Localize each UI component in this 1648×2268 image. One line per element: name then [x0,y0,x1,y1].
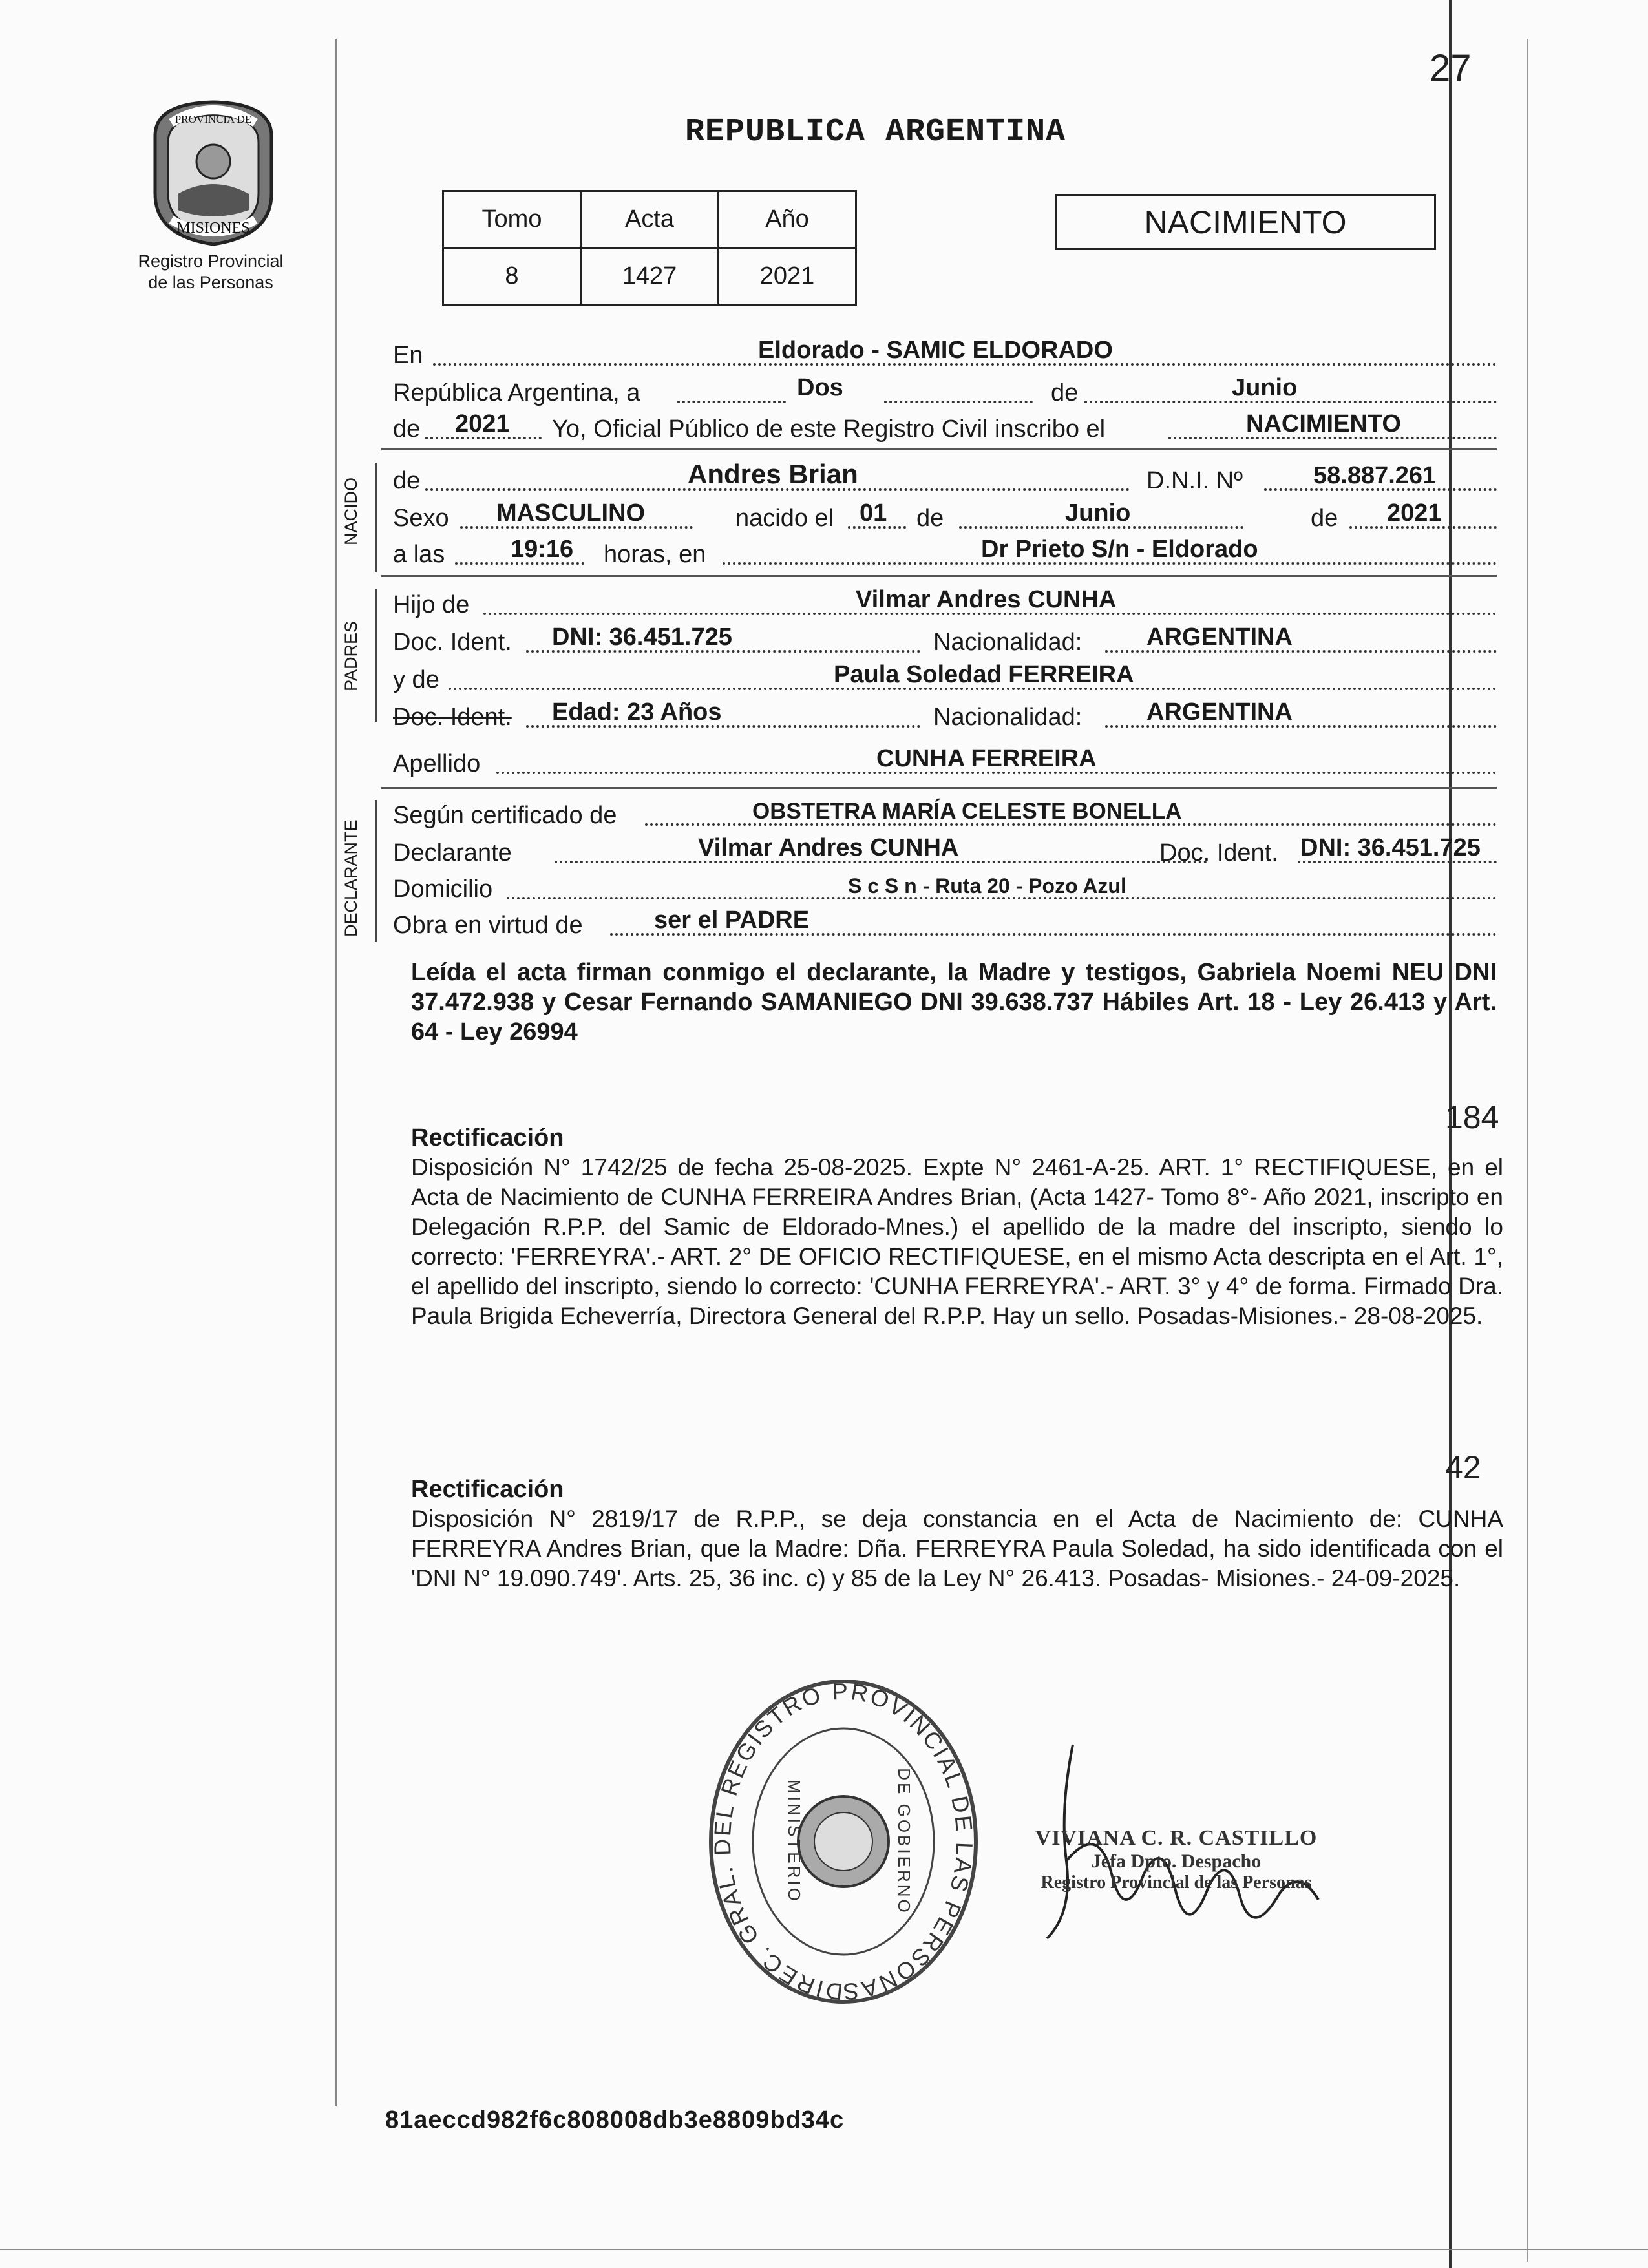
field-sexo: MASCULINO [496,499,646,527]
field-padre-doc: DNI: 36.451.725 [552,624,732,651]
label-republica: República Argentina, a [393,379,640,406]
side-label-declarante: DECLARANTE [341,819,361,937]
field-dni: 58.887.261 [1313,462,1437,489]
label-nacionalidad: Nacionalidad: [933,629,1083,656]
logo-top-text: PROVINCIA DE [174,113,252,125]
row-en [393,336,1497,372]
stamp-line1: VIVIANA C. R. CASTILLO [1035,1826,1318,1850]
left-margin-line [335,39,337,2106]
field-nombre: Andres Brian [688,459,858,489]
row-anio [393,410,1497,446]
stamp-line3: Registro Provincial de las Personas [1041,1873,1312,1893]
field-acto: NACIMIENTO [1246,410,1401,437]
field-dia: Dos [797,374,843,401]
row-madre [393,660,1497,697]
table-header-tomo: Tomo [443,191,581,248]
label-a-las: a las [393,541,445,568]
label-segun-cert: Según certificado de [393,802,617,829]
label-declarante: Declarante [393,839,512,866]
label-de-nombre: de [393,467,421,494]
label-doc-ident: Doc. Ident. [393,629,512,656]
field-anio: 2021 [455,410,510,437]
registry-line1: Registro Provincial [138,251,284,271]
label-doc-ident3: Doc. Ident. [1159,839,1278,866]
field-obra-virtud: ser el PADRE [654,907,810,934]
bottom-rule [0,2249,1648,2250]
registry-label [114,251,308,293]
field-lugar: Eldorado - SAMIC ELDORADO [758,337,1113,364]
seal-ring-text: DIREC. GRAL. DEL REGISTRO PROVINCIAL DE LAS PERSONAS [708,1680,978,2006]
field-certificado: OBSTETRA MARÍA CELESTE BONELLA [752,799,1182,824]
label-doc-ident2: Doc. Ident. [393,704,512,731]
label-y-de: y de [393,666,439,693]
official-seal [704,1680,982,2016]
label-en: En [393,342,423,369]
label-de2: de [393,415,421,443]
label-horas-en: horas, en [604,541,706,568]
table-value-tomo: 8 [443,248,581,305]
logo-bottom-text: MISIONES [176,220,250,236]
row-hora [393,535,1497,571]
field-mes: Junio [1232,374,1298,401]
row-padre [393,585,1497,622]
table-header-anio: Año [719,191,856,248]
field-nac-mes: Junio [1065,499,1131,527]
stamp-line2: Jefa Dpto. Despacho [1091,1851,1262,1872]
section-separator-1 [381,448,1497,450]
bracket-padres [375,589,377,722]
section-separator-2 [381,575,1497,577]
row-domicilio [393,870,1497,906]
field-madre-nac: ARGENTINA [1146,698,1293,726]
field-declarante: Vilmar Andres CUNHA [698,834,959,861]
bracket-declarante [375,800,377,942]
label-hijo-de: Hijo de [393,591,470,618]
province-logo [142,97,284,246]
document-title: REPUBLICA ARGENTINA [685,114,1066,151]
label-de-anio: de [1311,505,1338,532]
field-nac-dia: 01 [860,499,887,527]
signature-stamp [1008,1826,1344,1893]
label-sexo: Sexo [393,505,449,532]
label-apellido: Apellido [393,750,481,777]
closing-text: Leída el acta firman conmigo el declarante, la Madre y testigos, Gabriela Noemi NEU DNI 37.472.938 y Cesar Fernando SAMANIEGO DNI 39.638.737 Hábiles Art. 18 - Ley 26.413 y Art. 64 - Ley 26994 [411,959,1497,1045]
row-padre-doc [393,623,1497,659]
margin-note-42: 42 [1445,1449,1481,1486]
section-separator-3 [381,787,1497,789]
bracket-nacido [375,463,377,572]
side-label-padres: PADRES [341,620,361,691]
label-obra-virtud: Obra en virtud de [393,912,583,939]
field-madre-doc: Edad: 23 Años [552,698,722,726]
rectificacion-1-text: Disposición N° 1742/25 de fecha 25-08-2025. Expte N° 2461-A-25. ART. 1° RECTIFIQUESE, en el Acta de Nacimiento de CUNHA FERREIRA Andres Brian, (Acta 1427- Tomo 8°- Año 2021, inscripto en Delegación R.P.P. del Samic de Eldorado-Mnes.) el apellido de la madre del inscripto, siendo lo correcto: 'FERREYRA'.- ART. 2° DE OFICIO RECTIFIQUESE, en el mismo Acta descripta en el Art. 1°, el apellido del inscripto, siendo lo correcto: 'CUNHA FERREYRA'.- ART. 3° y 4° de forma. Firmado Dra. Paula Brigida Echeverría, Directora General del R.P.P. Hay un sello. Posadas-Misiones.- 28-08-2025. [411,1154,1503,1329]
field-nac-anio: 2021 [1387,499,1442,527]
seal-inner-left: MINISTERIO [785,1780,804,1904]
rectificacion-2-text: Disposición N° 2819/17 de R.P.P., se deja constancia en el Acta de Nacimiento de: CUNHA FERREYRA Andres Brian, que la Madre: Dña. FERREYRA Paula Soledad, ha sido identificada con el 'DNI N° 19.090.749'. Arts. 25, 36 inc. c) y 85 de la Ley N° 26.413. Posadas- Misiones.- 24-09-2025. [411,1506,1503,1591]
row-nombre [393,461,1497,498]
label-nacido-el: nacido el [735,505,834,532]
label-de-mes: de [916,505,944,532]
field-declarante-doc: DNI: 36.451.725 [1300,834,1481,861]
row-sexo [393,499,1497,535]
rectificacion-2-title: Rectificación [411,1476,564,1503]
row-madre-doc [393,698,1497,734]
label-nacionalidad2: Nacionalidad: [933,704,1083,731]
field-hora: 19:16 [511,536,574,563]
label-yo-oficial: Yo, Oficial Público de este Registro Civil inscribo el [552,415,1106,443]
side-label-nacido: NACIDO [341,477,361,545]
document-hash: 81aeccd982f6c808008db3e8809bd34c [385,2106,845,2134]
row-republica [393,373,1497,410]
label-de: de [1051,379,1079,406]
rectificacion-1-title: Rectificación [411,1124,564,1151]
field-apellido: CUNHA FERREIRA [876,745,1097,772]
page-number: 27 [1430,47,1472,89]
row-apellido [393,744,1497,781]
record-table [442,190,857,306]
row-declarante [393,834,1497,870]
field-padre: Vilmar Andres CUNHA [856,586,1117,613]
table-value-acta: 1427 [581,248,719,305]
table-header-acta: Acta [581,191,719,248]
table-value-anio: 2021 [719,248,856,305]
seal-inner-right: DE GOBIERNO [894,1768,914,1915]
row-certificado [393,796,1497,832]
registry-line2: de las Personas [148,273,273,292]
outer-right-line [1527,39,1528,2262]
field-lugar-nac: Dr Prieto S/n - Eldorado [981,536,1258,563]
margin-note-184: 184 [1445,1099,1499,1135]
field-madre: Paula Soledad FERREIRA [834,661,1134,688]
field-domicilio: S c S n - Ruta 20 - Pozo Azul [848,874,1126,898]
row-obra [393,906,1497,942]
field-padre-nac: ARGENTINA [1146,624,1293,651]
label-dni: D.N.I. Nº [1146,467,1243,494]
label-domicilio: Domicilio [393,876,493,903]
record-type-box: NACIMIENTO [1055,194,1436,250]
